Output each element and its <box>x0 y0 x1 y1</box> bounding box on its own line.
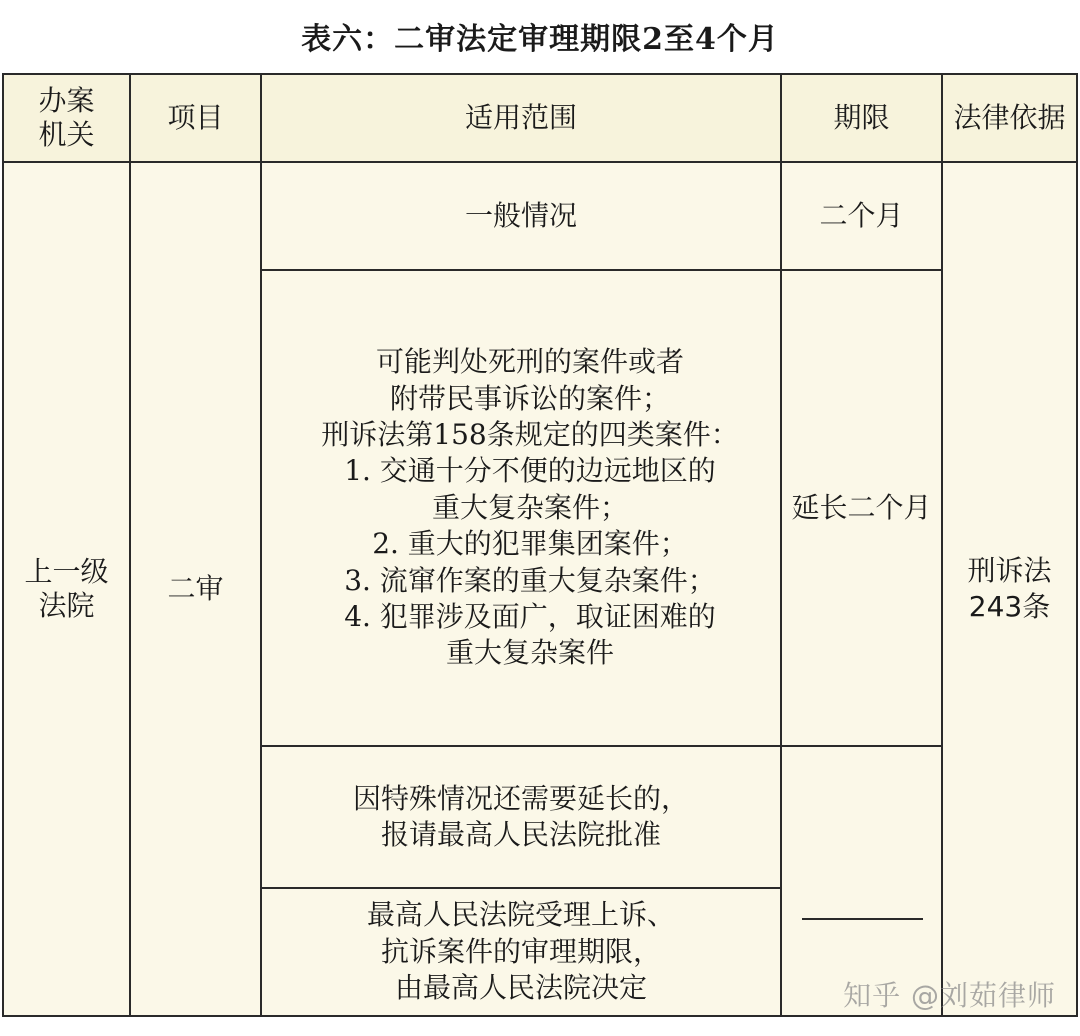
scope-line: 重大复杂案件 <box>445 636 614 670</box>
scope-line: 附带民事诉讼的案件； <box>389 381 670 415</box>
table-header-row <box>3 74 1077 162</box>
watermark: 知乎 @刘茹律师 <box>843 979 1056 1012</box>
scope-extended <box>261 270 781 746</box>
header-scope: 适用范围 <box>261 74 781 162</box>
scope-line: 3. 流窜作案的重大复杂案件； <box>344 563 716 597</box>
scope-special-line-2: 报请最高人民法院批准 <box>380 818 661 851</box>
scope-line: 重大复杂案件； <box>431 490 628 524</box>
scope-supreme-line-3: 由最高人民法院决定 <box>394 971 647 1005</box>
scope-supreme-line-1: 最高人民法院受理上诉、 <box>366 898 675 932</box>
table-row <box>3 162 1077 270</box>
header-basis: 法律依据 <box>942 74 1077 162</box>
scope-line: 可能判处死刑的案件或者 <box>375 345 684 379</box>
scope-line: 4. 犯罪涉及面广，取证困难的 <box>344 599 716 633</box>
scope-line: 刑诉法第158条规定的四类案件： <box>321 418 739 452</box>
trial-period-table <box>2 73 1078 1017</box>
agency-cell: 上一级法院 <box>3 162 130 1016</box>
header-limit: 期限 <box>781 74 942 162</box>
scope-supreme-line-2: 抗诉案件的审理期限， <box>380 934 661 968</box>
limit-general: 二个月 <box>781 162 942 270</box>
scope-line: 2. 重大的犯罪集团案件； <box>372 527 688 561</box>
scope-general: 一般情况 <box>261 162 781 270</box>
basis-line-2: 243条 <box>968 590 1051 623</box>
basis-line-1: 刑诉法 <box>967 553 1052 587</box>
header-agency: 办案机关 <box>3 74 130 162</box>
header-item: 项目 <box>130 74 261 162</box>
legal-basis-cell <box>942 162 1077 1016</box>
limit-extended: 延长二个月 <box>781 270 942 746</box>
scope-special <box>261 746 781 888</box>
page-title: 表六：二审法定审理期限2至4个月 <box>301 22 779 57</box>
scope-supreme <box>261 888 781 1016</box>
dash-line <box>802 918 923 920</box>
scope-line: 1. 交通十分不便的边远地区的 <box>344 454 716 488</box>
scope-special-line-1: 因特殊情况还需要延长的， <box>352 781 689 815</box>
item-cell: 二审 <box>130 162 261 1016</box>
